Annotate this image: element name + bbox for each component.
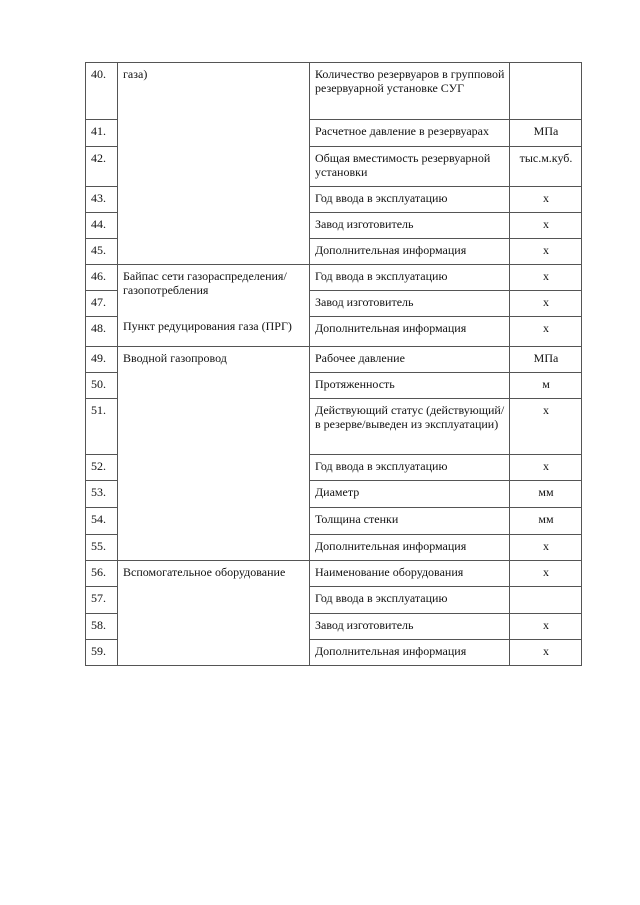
group-name: Вводной газопровод (118, 347, 310, 561)
parameter-name: Протяженность (310, 373, 510, 399)
unit-cell (510, 63, 582, 120)
row-number: 57. (86, 587, 118, 614)
row-number: 53. (86, 481, 118, 508)
unit-cell: х (510, 535, 582, 561)
row-number: 55. (86, 535, 118, 561)
row-number: 42. (86, 147, 118, 187)
unit-cell: х (510, 187, 582, 213)
group-name: Вспомогательное оборудование (118, 561, 310, 666)
parameter-name: Расчетное давление в резервуарах (310, 120, 510, 147)
row-number: 54. (86, 508, 118, 535)
unit-cell: м (510, 373, 582, 399)
unit-cell: тыс.м.куб. (510, 147, 582, 187)
group-name (118, 265, 310, 347)
parameter-name: Год ввода в эксплуатацию (310, 265, 510, 291)
table-row (86, 347, 582, 373)
row-number: 44. (86, 213, 118, 239)
unit-cell: х (510, 317, 582, 347)
parameter-name: Год ввода в эксплуатацию (310, 187, 510, 213)
table-row (86, 63, 582, 120)
parameter-name: Завод изготовитель (310, 213, 510, 239)
row-number: 40. (86, 63, 118, 120)
bypass-label: Байпас сети газораспределения/газопотребления (123, 269, 287, 297)
parameter-name: Количество резервуаров в групповой резервуарной установке СУГ (310, 63, 510, 120)
table-row (86, 265, 582, 291)
unit-cell: х (510, 614, 582, 640)
prg-label: Пункт редуцирования газа (ПРГ) (123, 319, 292, 333)
parameter-name: Рабочее давление (310, 347, 510, 373)
row-number: 59. (86, 640, 118, 666)
row-number: 45. (86, 239, 118, 265)
row-number: 48. (86, 317, 118, 347)
unit-cell: МПа (510, 120, 582, 147)
unit-cell (510, 587, 582, 614)
unit-cell: х (510, 239, 582, 265)
parameter-name: Год ввода в эксплуатацию (310, 587, 510, 614)
parameter-name: Год ввода в эксплуатацию (310, 455, 510, 481)
unit-cell: х (510, 291, 582, 317)
parameter-name: Завод изготовитель (310, 614, 510, 640)
unit-cell: х (510, 561, 582, 587)
unit-cell: х (510, 455, 582, 481)
parameter-name: Наименование оборудования (310, 561, 510, 587)
parameter-name: Общая вместимость резервуарной установки (310, 147, 510, 187)
row-number: 58. (86, 614, 118, 640)
row-number: 51. (86, 399, 118, 455)
row-number: 56. (86, 561, 118, 587)
unit-cell: х (510, 265, 582, 291)
parameters-table (85, 62, 582, 666)
parameter-name: Дополнительная информация (310, 535, 510, 561)
unit-cell: мм (510, 508, 582, 535)
parameter-name: Дополнительная информация (310, 239, 510, 265)
row-number: 41. (86, 120, 118, 147)
parameter-name: Толщина стенки (310, 508, 510, 535)
unit-cell: х (510, 399, 582, 455)
table-row (86, 561, 582, 587)
parameter-name: Действующий статус (действующий/в резерве/выведен из эксплуатации) (310, 399, 510, 455)
row-number: 47. (86, 291, 118, 317)
unit-cell: мм (510, 481, 582, 508)
row-number: 46. (86, 265, 118, 291)
parameter-name: Дополнительная информация (310, 640, 510, 666)
group-name: газа) (118, 63, 310, 265)
unit-cell: х (510, 213, 582, 239)
row-number: 49. (86, 347, 118, 373)
row-number: 52. (86, 455, 118, 481)
parameter-name: Завод изготовитель (310, 291, 510, 317)
row-number: 43. (86, 187, 118, 213)
unit-cell: х (510, 640, 582, 666)
parameter-name: Диаметр (310, 481, 510, 508)
row-number: 50. (86, 373, 118, 399)
unit-cell: МПа (510, 347, 582, 373)
parameter-name: Дополнительная информация (310, 317, 510, 347)
